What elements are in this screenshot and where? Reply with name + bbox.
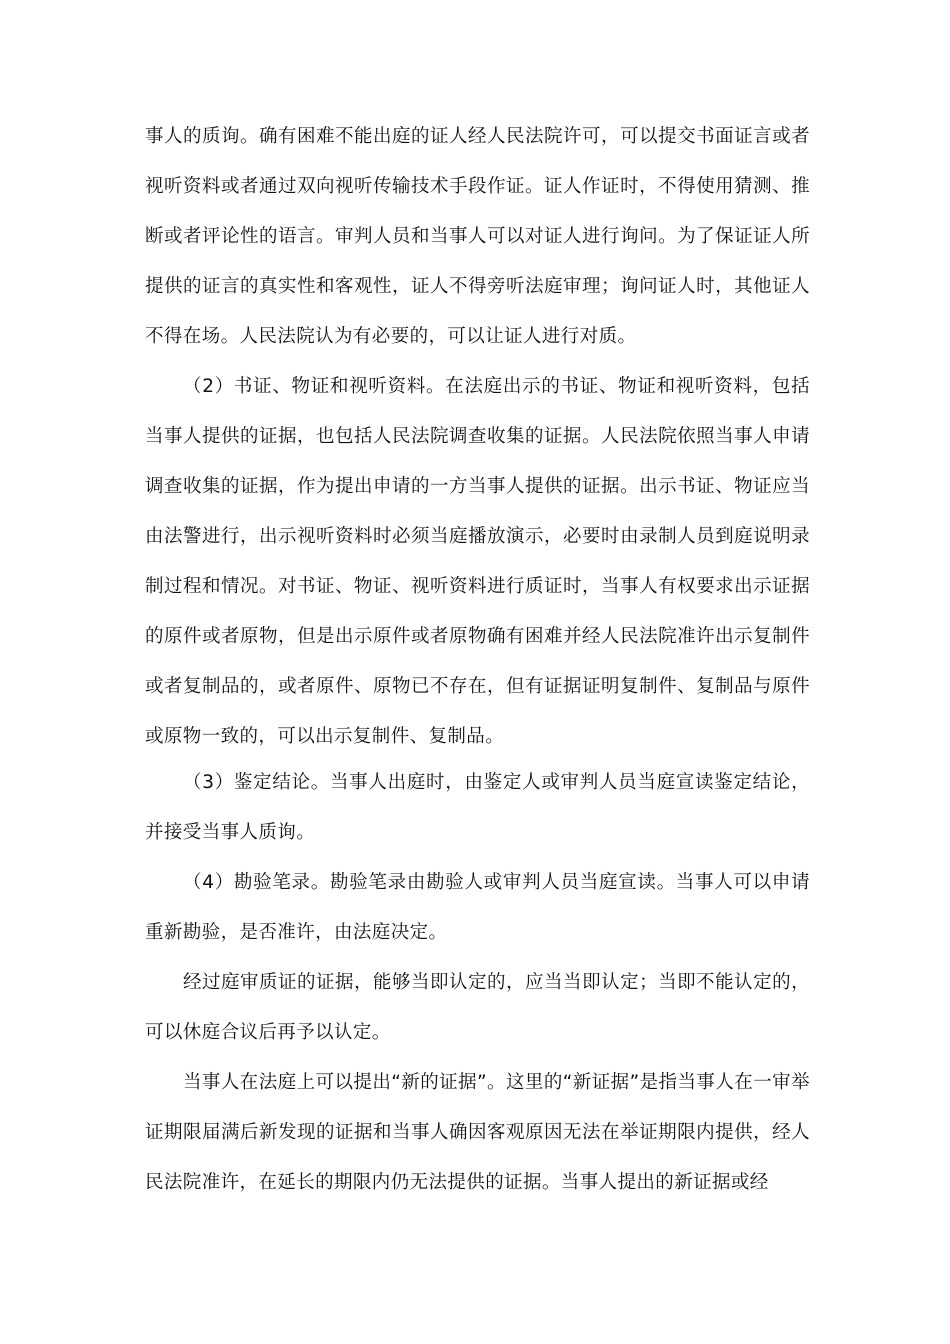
paragraph-inspection-record: （4）勘验笔录。勘验笔录由勘验人或审判人员当庭宣读。当事人可以申请重新勘验，是否准许，由法庭决定。 [145, 872, 810, 943]
paragraph-witness-testimony: 事人的质询。确有困难不能出庭的证人经人民法院许可，可以提交书面证言或者视听资料或者通过双向视听传输技术手段作证。证人作证时，不得使用猜测、推断或者评论性的语言。审判人员和当事人可以对证人进行询问。为了保证证人所提供的证言的真实性和客观性，证人不得旁听法庭审理；询问证人时，其他证人不得在场。人民法院认为有必要的，可以让证人进行对质。 [145, 126, 810, 347]
paragraph-evidence-determination: 经过庭审质证的证据，能够当即认定的，应当当即认定；当即不能认定的，可以休庭合议后再予以认定。 [145, 972, 810, 1043]
paragraph-expert-conclusion: （3）鉴定结论。当事人出庭时，由鉴定人或审判人员当庭宣读鉴定结论，并接受当事人质询。 [145, 772, 810, 843]
paragraph-documentary-evidence: （2）书证、物证和视听资料。在法庭出示的书证、物证和视听资料，包括当事人提供的证据，也包括人民法院调查收集的证据。人民法院依照当事人申请调查收集的证据，作为提出申请的一方当事人提供的证据。出示书证、物证应当由法警进行，出示视听资料时必须当庭播放演示，必要时由录制人员到庭说明录制过程和情况。对书证、物证、视听资料进行质证时，当事人有权要求出示证据的原件或者原物，但是出示原件或者原物确有困难并经人民法院准许出示复制件或者复制品的，或者原件、原物已不存在，但有证据证明复制件、复制品与原件或原物一致的，可以出示复制件、复制品。 [145, 376, 810, 747]
paragraph-new-evidence: 当事人在法庭上可以提出“新的证据”。这里的“新证据”是指当事人在一审举证期限届满后新发现的证据和当事人确因客观原因无法在举证期限内提供，经人民法院准许，在延长的期限内仍无法提供的证据。当事人提出的新证据或经 [145, 1072, 810, 1193]
